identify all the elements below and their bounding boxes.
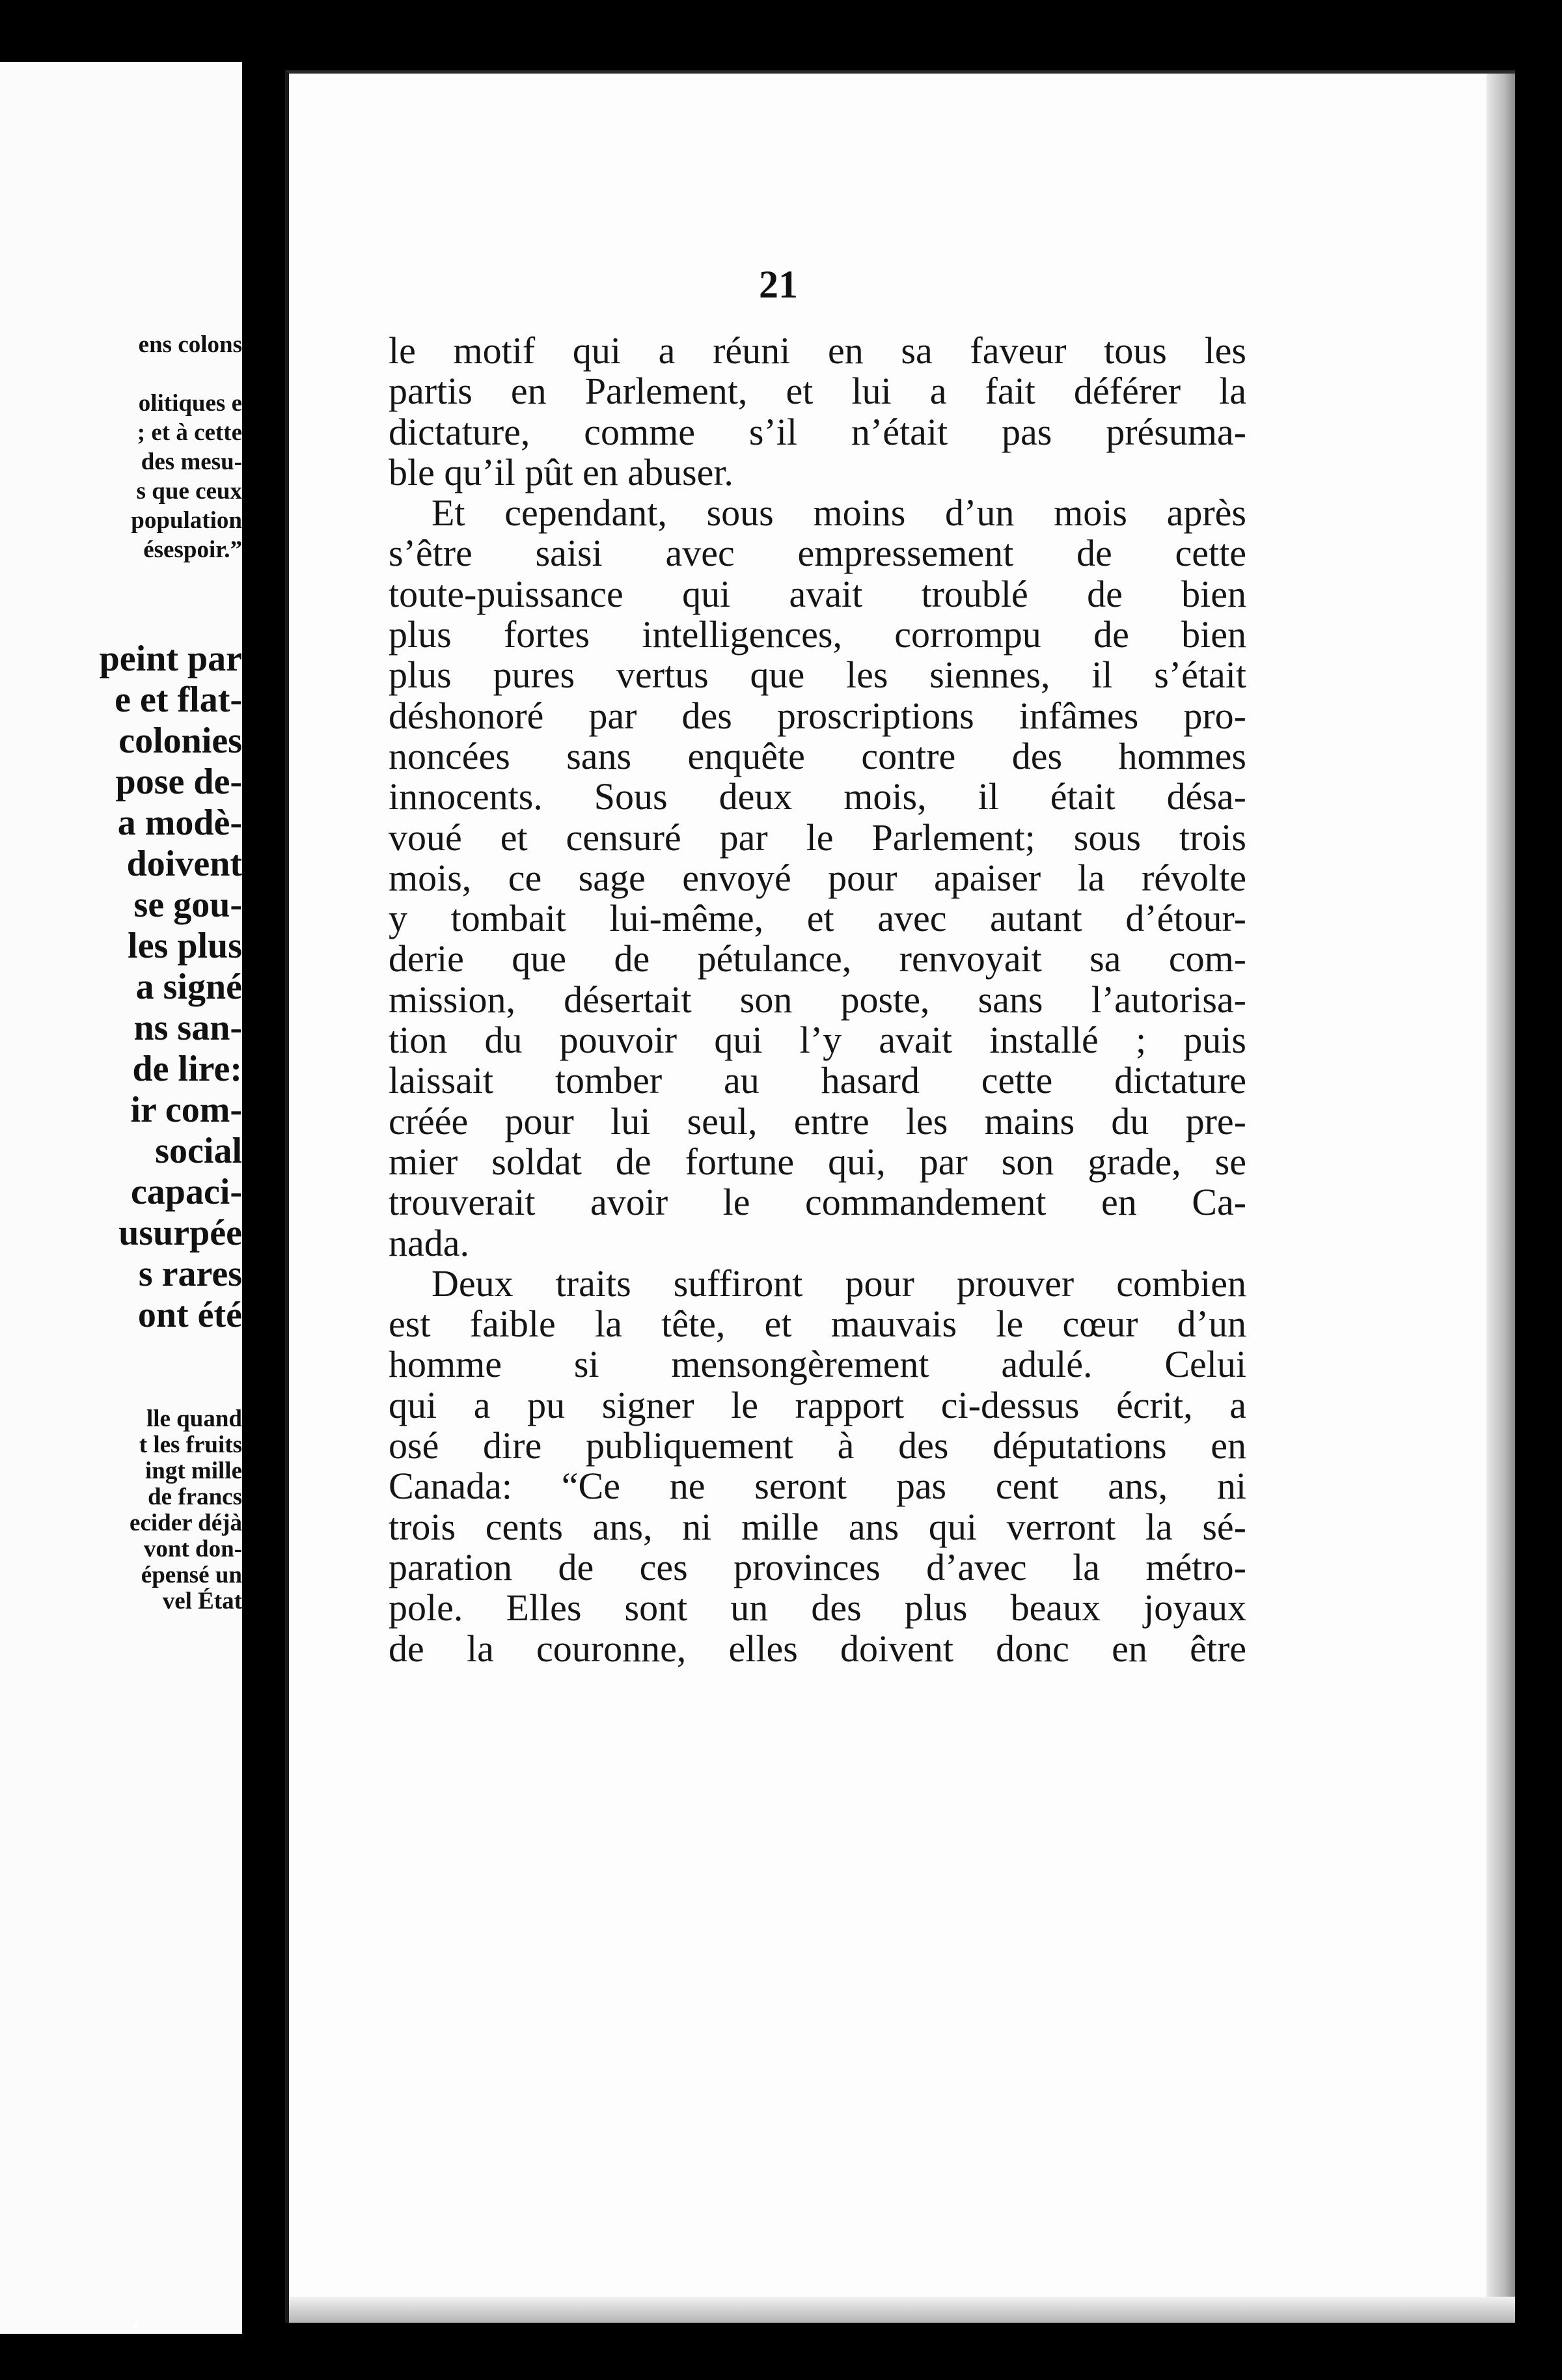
text-line: est faible la tête, et mauvais le cœur d’un [389, 1303, 1246, 1346]
facing-page-line: ont été [137, 1295, 242, 1335]
text-line: déshonoré par des proscriptions infâmes pro- [389, 694, 1246, 737]
text-line: derie que de pétulance, renvoyait sa com- [389, 937, 1246, 980]
facing-page-line: lle quand [146, 1405, 242, 1432]
left-page-fragment [0, 62, 242, 2334]
text-line: mier soldat de fortune qui, par son grade, se [389, 1140, 1246, 1183]
facing-page-line: t les fruits [139, 1432, 242, 1458]
text-line: toute-puissance qui avait troublé de bien [389, 572, 1246, 615]
facing-page-line: ésespoir.” [143, 536, 242, 563]
text-line: plus pures vertus que les siennes, il s’était [389, 654, 1246, 697]
right-page [285, 70, 1515, 2323]
page-edge-shadow [1487, 74, 1515, 2323]
facing-page-line: de lire: [132, 1049, 242, 1089]
facing-page-line: capaci- [130, 1172, 242, 1212]
facing-page-line: s rares [138, 1254, 242, 1294]
page-number: 21 [759, 263, 798, 306]
text-line: Deux traits suffiront pour prouver combien [432, 1262, 1246, 1305]
text-line: qui a pu signer le rapport ci-dessus écrit, a [389, 1383, 1246, 1426]
facing-page-line: vel État [162, 1588, 242, 1614]
text-line: s’être saisi avec empressement de cette [389, 532, 1246, 575]
facing-page-line: e et flat- [115, 680, 242, 720]
text-line: y tombait lui-même, et avec autant d’étour- [389, 897, 1246, 940]
facing-page-line: doivent [126, 844, 242, 884]
text-line: paration de ces provinces d’avec la métro- [389, 1545, 1246, 1588]
text-line: tion du pouvoir qui l’y avait installé ; puis [389, 1019, 1246, 1062]
scan-speck [133, 2323, 138, 2328]
facing-page-line: peint par [99, 639, 242, 679]
facing-page-line: ns san- [133, 1008, 242, 1048]
text-line: noncées sans enquête contre des hommes [389, 734, 1246, 777]
text-line: plus fortes intelligences, corrompu de bien [389, 613, 1246, 656]
facing-page-line: de francs [148, 1484, 242, 1510]
facing-page-line: se gou- [133, 885, 242, 925]
text-line: homme si mensongèrement adulé. Celui [389, 1343, 1246, 1386]
text-line: Et cependant, sous moins d’un mois après [432, 491, 1246, 534]
text-line: créée pour lui seul, entre les mains du pre- [389, 1100, 1246, 1142]
facing-page-line: colonies [118, 721, 242, 761]
facing-page-line: ecider déjà [130, 1510, 242, 1536]
facing-page-line: s que ceux [136, 478, 242, 505]
facing-page-line: vont don- [143, 1536, 242, 1562]
text-line: mois, ce sage envoyé pour apaiser la révolte [389, 856, 1246, 899]
facing-page-line: ir com- [130, 1090, 242, 1130]
text-line: partis en Parlement, et lui a fait déférer la [389, 370, 1246, 413]
facing-page-line: épensé un [141, 1562, 242, 1588]
text-line: le motif qui a réuni en sa faveur tous les [389, 329, 1246, 372]
text-line: de la couronne, elles doivent donc en être [389, 1627, 1246, 1670]
text-line: nada. [389, 1221, 469, 1264]
text-line: pole. Elles sont un des plus beaux joyaux [389, 1586, 1246, 1629]
text-line: laissait tomber au hasard cette dictature [389, 1059, 1246, 1102]
text-line: Canada: “Ce ne seront pas cent ans, ni [389, 1465, 1246, 1508]
body-text [389, 331, 1246, 1669]
page-bottom-edge [289, 2297, 1515, 2323]
text-line: ble qu’il pût en abuser. [389, 450, 733, 493]
facing-page-line: des mesu- [141, 449, 242, 475]
facing-page-line: social [155, 1131, 242, 1171]
text-line: mission, désertait son poste, sans l’autorisa- [389, 978, 1246, 1021]
text-line: voué et censuré par le Parlement; sous trois [389, 816, 1246, 859]
facing-page-line: olitiques e [138, 390, 242, 417]
text-line: trois cents ans, ni mille ans qui verront la sé- [389, 1505, 1246, 1548]
facing-page-line: ; et à cette [137, 419, 242, 446]
facing-page-line: ens colons [138, 331, 242, 358]
facing-page-line: a modè- [117, 803, 242, 843]
text-line: dictature, comme s’il n’était pas présuma- [389, 410, 1246, 453]
facing-page-line: a signé [135, 967, 242, 1007]
text-line: trouverait avoir le commandement en Ca- [389, 1181, 1246, 1224]
text-line: innocents. Sous deux mois, il était désa- [389, 775, 1246, 818]
facing-page-line: ingt mille [144, 1458, 242, 1484]
facing-page-line: les plus [128, 926, 242, 966]
facing-page-line: pose de- [115, 762, 242, 802]
facing-page-line: usurpée [118, 1213, 242, 1253]
facing-page-line: population [131, 507, 242, 534]
text-line: osé dire publiquement à des députations en [389, 1424, 1246, 1467]
